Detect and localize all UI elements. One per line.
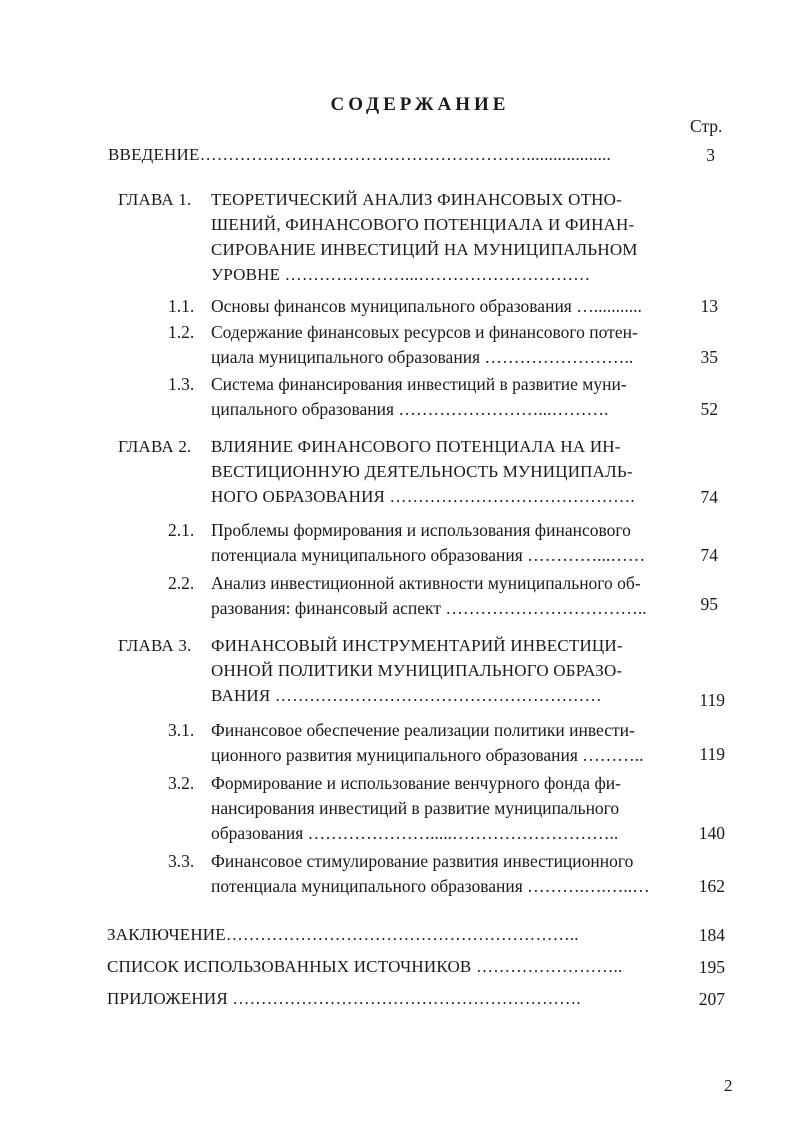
- toc-appendices[interactable]: [107, 989, 581, 1009]
- chapter3-title-line[interactable]: ОННОЙ ПОЛИТИКИ МУНИЦИПАЛЬНОГО ОБРАЗО-: [211, 661, 623, 680]
- page-column-label: Стр.: [690, 116, 723, 136]
- page-number: 207: [698, 989, 725, 1009]
- chapter-number: ГЛАВА 2.: [118, 437, 192, 456]
- section-title[interactable]: Система финансирования инвестиций в развитие муни-: [211, 374, 627, 394]
- page-number: 119: [699, 744, 725, 764]
- toc-title: СОДЕРЖАНИЕ: [330, 94, 510, 115]
- page-number: 52: [700, 399, 718, 419]
- chapter1-title-line[interactable]: СИРОВАНИЕ ИНВЕСТИЦИЙ НА МУНИЦИПАЛЬНОМ: [211, 240, 638, 259]
- chapter2-title-line[interactable]: ВЕСТИЦИОННУЮ ДЕЯТЕЛЬНОСТЬ МУНИЦИПАЛЬ-: [211, 462, 633, 481]
- page-number: 162: [698, 876, 725, 896]
- section-number: 1.3.: [168, 374, 195, 394]
- toc-references-label: СПИСОК ИСПОЛЬЗОВАННЫХ ИСТОЧНИКОВ: [107, 957, 472, 976]
- chapter2-title-line[interactable]: ВЛИЯНИЕ ФИНАНСОВОГО ПОТЕНЦИАЛА НА ИН-: [211, 437, 621, 456]
- toc-conclusion[interactable]: [107, 925, 579, 945]
- section-title-cont[interactable]: ципального образования ……………………...……….: [211, 399, 609, 419]
- section-title[interactable]: Анализ инвестиционной активности муниципального об-: [211, 573, 641, 593]
- section-number: 3.3.: [168, 851, 195, 871]
- section-title-cont[interactable]: разования: финансовый аспект ……………………………..: [211, 598, 647, 618]
- section-title-cont[interactable]: нансирования инвестиций в развитие муниципального: [211, 798, 620, 818]
- chapter1-title-line[interactable]: ТЕОРЕТИЧЕСКИЙ АНАЛИЗ ФИНАНСОВЫХ ОТНО-: [211, 190, 622, 209]
- section-title-cont[interactable]: ционного развития муниципального образования ………..: [211, 745, 644, 765]
- page-number: 95: [700, 594, 718, 614]
- section-number: 1.2.: [168, 322, 195, 342]
- chapter1-title-line[interactable]: УРОВНЕ …………………...…………………………: [211, 265, 591, 284]
- page-number: 119: [699, 690, 725, 710]
- dot-leader: …………………………………………………...................: [199, 145, 611, 164]
- page-number: 195: [698, 957, 725, 977]
- chapter-number: ГЛАВА 1.: [118, 190, 192, 209]
- section-title[interactable]: Проблемы формирования и использования финансового: [211, 520, 631, 540]
- page-number: 13: [700, 296, 718, 316]
- section-title[interactable]: Содержание финансовых ресурсов и финансового потен-: [211, 322, 638, 342]
- section-number: 2.2.: [168, 573, 195, 593]
- section-title-cont[interactable]: потенциала муниципального образования …………...……: [211, 545, 646, 565]
- toc-intro[interactable]: [108, 145, 611, 165]
- toc-conclusion-label: ЗАКЛЮЧЕНИЕ: [107, 925, 226, 944]
- chapter3-title-line[interactable]: ФИНАНСОВЫЙ ИНСТРУМЕНТАРИЙ ИНВЕСТИЦИ-: [211, 636, 623, 655]
- section-title-cont[interactable]: циала муниципального образования ……………………..: [211, 347, 634, 367]
- chapter2-title-line[interactable]: НОГО ОБРАЗОВАНИЯ …………………………………….: [211, 487, 635, 506]
- page-number: 184: [698, 925, 725, 945]
- section-title-cont[interactable]: образования ………………….....………………………..: [211, 823, 619, 843]
- toc-references[interactable]: [107, 957, 622, 977]
- section-number: 1.1.: [168, 296, 195, 316]
- toc-appendices-label: ПРИЛОЖЕНИЯ: [107, 989, 228, 1008]
- chapter3-title-line[interactable]: ВАНИЯ …………………………………………………: [211, 686, 602, 705]
- chapter-number: ГЛАВА 3.: [118, 636, 192, 655]
- section-title[interactable]: Финансовое стимулирование развития инвестиционного: [211, 851, 634, 871]
- section-title-cont[interactable]: потенциала муниципального образования ……….….…..…: [211, 876, 650, 896]
- toc-intro-label: ВВЕДЕНИЕ: [108, 145, 200, 164]
- page-number: 140: [698, 823, 725, 843]
- page-number: 35: [700, 347, 718, 367]
- dot-leader: ……………………..: [475, 957, 623, 976]
- section-title[interactable]: Основы финансов муниципального образования …...........: [211, 296, 642, 316]
- section-title[interactable]: Финансовое обеспечение реализации политики инвести-: [211, 720, 635, 740]
- dot-leader: …………………………………………………….: [232, 989, 581, 1008]
- section-number: 3.1.: [168, 720, 195, 740]
- chapter1-title-line[interactable]: ШЕНИЙ, ФИНАНСОВОГО ПОТЕНЦИАЛА И ФИНАН-: [211, 215, 635, 234]
- page-number: 74: [700, 487, 718, 507]
- page-number: 74: [700, 545, 718, 565]
- section-number: 3.2.: [168, 773, 195, 793]
- page-number: 3: [706, 145, 715, 165]
- footer-page-number: 2: [724, 1076, 733, 1095]
- dot-leader: ……………………………………………………..: [225, 925, 579, 944]
- section-number: 2.1.: [168, 520, 195, 540]
- section-title[interactable]: Формирование и использование венчурного фонда фи-: [211, 773, 621, 793]
